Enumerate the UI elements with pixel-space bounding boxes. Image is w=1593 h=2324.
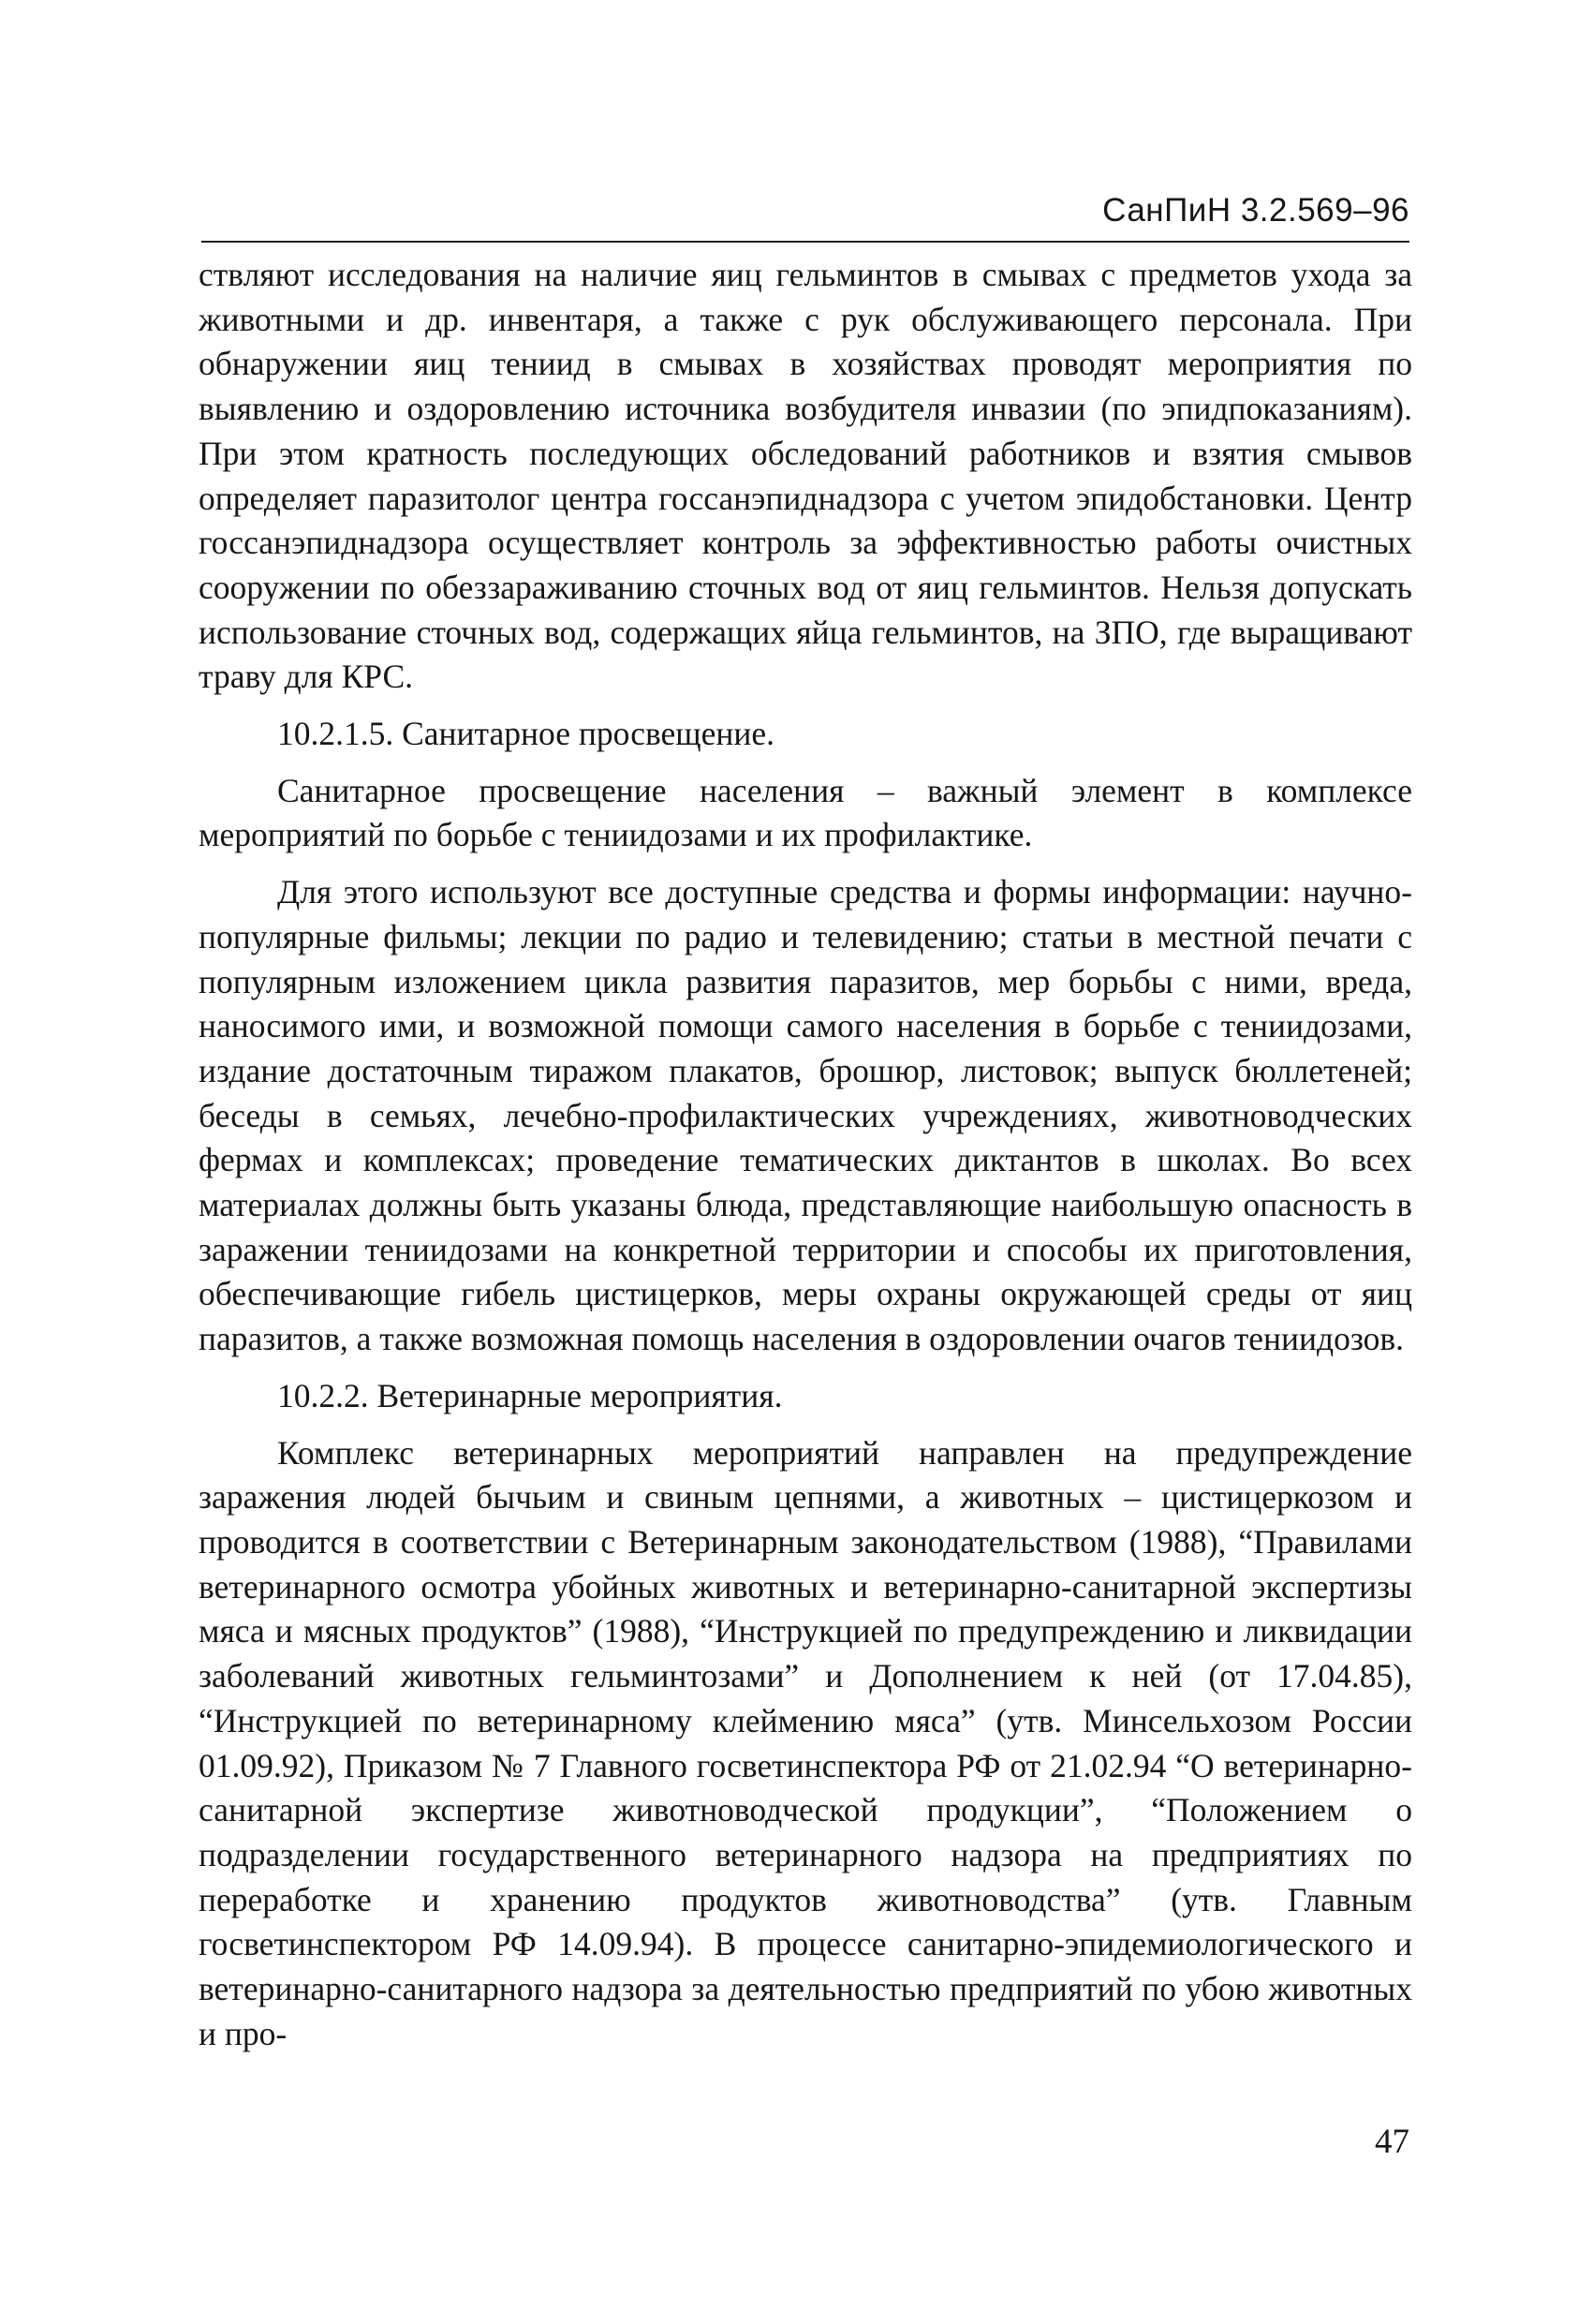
paragraph-information-forms: Для этого используют все доступные средства и формы информации: научно-популярные фильмы; лекции по радио и телевидению; статьи в местной печати с популярным изложением цикла развития паразитов, мер борьбы с ними, вреда, наносимого ими, и возможной помощи самого населения в борьбе с тениидозами, издание достаточным тиражом плакатов, брошюр, листовок; выпуск бюллетеней; беседы в семьях, лечебно-профилактических учреждениях, животноводческих фермах и комплексах; проведение тематических диктантов в школах. Во всех материалах должны быть указаны блюда, представляющие наибольшую опасность в заражении тениидозами на конкретной территории и способы их приготовления, обеспечивающие гибель цистицерков, меры охраны окружающей среды от яиц паразитов, а также возможная помощь населения в оздоровлении очагов тениидозов. bbox=[199, 873, 1412, 1358]
paragraph-sanitary-education-intro: Санитарное просвещение населения – важный элемент в комплексе мероприятий по борьбе с тениидозами и их профилактике. bbox=[199, 771, 1412, 854]
header-divider bbox=[201, 241, 1409, 243]
paragraph-continuation: ствляют исследования на наличие яиц гельминтов в смывах с предметов ухода за животными и др. инвентаря, а также с рук обслуживающего персонала. При обнаружении яиц тениид в смывах в хозяйствах проводят мероприятия по выявлению и оздоровлению источника возбудителя инвазии (по эпидпоказаниям). При этом кратность последующих обследований работников и взятия смывов определяет паразитолог центра госсанэпиднадзора с учетом эпидобстановки. Центр госсанэпиднадзора осуществляет контроль за эффективностью работы очистных сооружении по обеззараживанию сточных вод от яиц гельминтов. Нельзя допускать использование сточных вод, содержащих яйца гельминтов, на ЗПО, где выращивают траву для КРС. bbox=[199, 256, 1412, 696]
section-heading-veterinary-measures: 10.2.2. Ветеринарные мероприятия. bbox=[277, 1376, 783, 1414]
body-text bbox=[199, 253, 1412, 2068]
paragraph-veterinary-complex: Комплекс ветеринарных мероприятий направлен на предупреждение заражения людей бычьим и свиным цепнями, а животных – цистицеркозом и проводится в соответствии с Ветеринарным законодательством (1988), “Правилами ветеринарного осмотра убойных животных и ветеринарно-санитарной экспертизы мяса и мясных продуктов” (1988), “Инструкцией по предупреждению и ликвидации заболеваний животных гельминтозами” и Дополнением к ней (от 17.04.85), “Инструкцией по ветеринарному клеймению мяса” (утв. Минсельхозом России 01.09.92), Приказом № 7 Главного госветинспектора РФ от 21.02.94 “О ветеринарно-санитарной экспертизе животноводческой продукции”, “Положением о подразделении государственного ветеринарного надзора на предприятиях по переработке и хранению продуктов животноводства” (утв. Главным госветинспектором РФ 14.09.94). В процессе санитарно-эпидемиологического и ветеринарно-санитарного надзора за деятельностью предприятий по убою животных и про- bbox=[199, 1433, 1412, 2052]
page-number: 47 bbox=[1375, 2123, 1409, 2161]
running-header: СанПиН 3.2.569–96 bbox=[1102, 192, 1409, 229]
section-heading-sanitary-education: 10.2.1.5. Санитарное просвещение. bbox=[277, 715, 774, 753]
